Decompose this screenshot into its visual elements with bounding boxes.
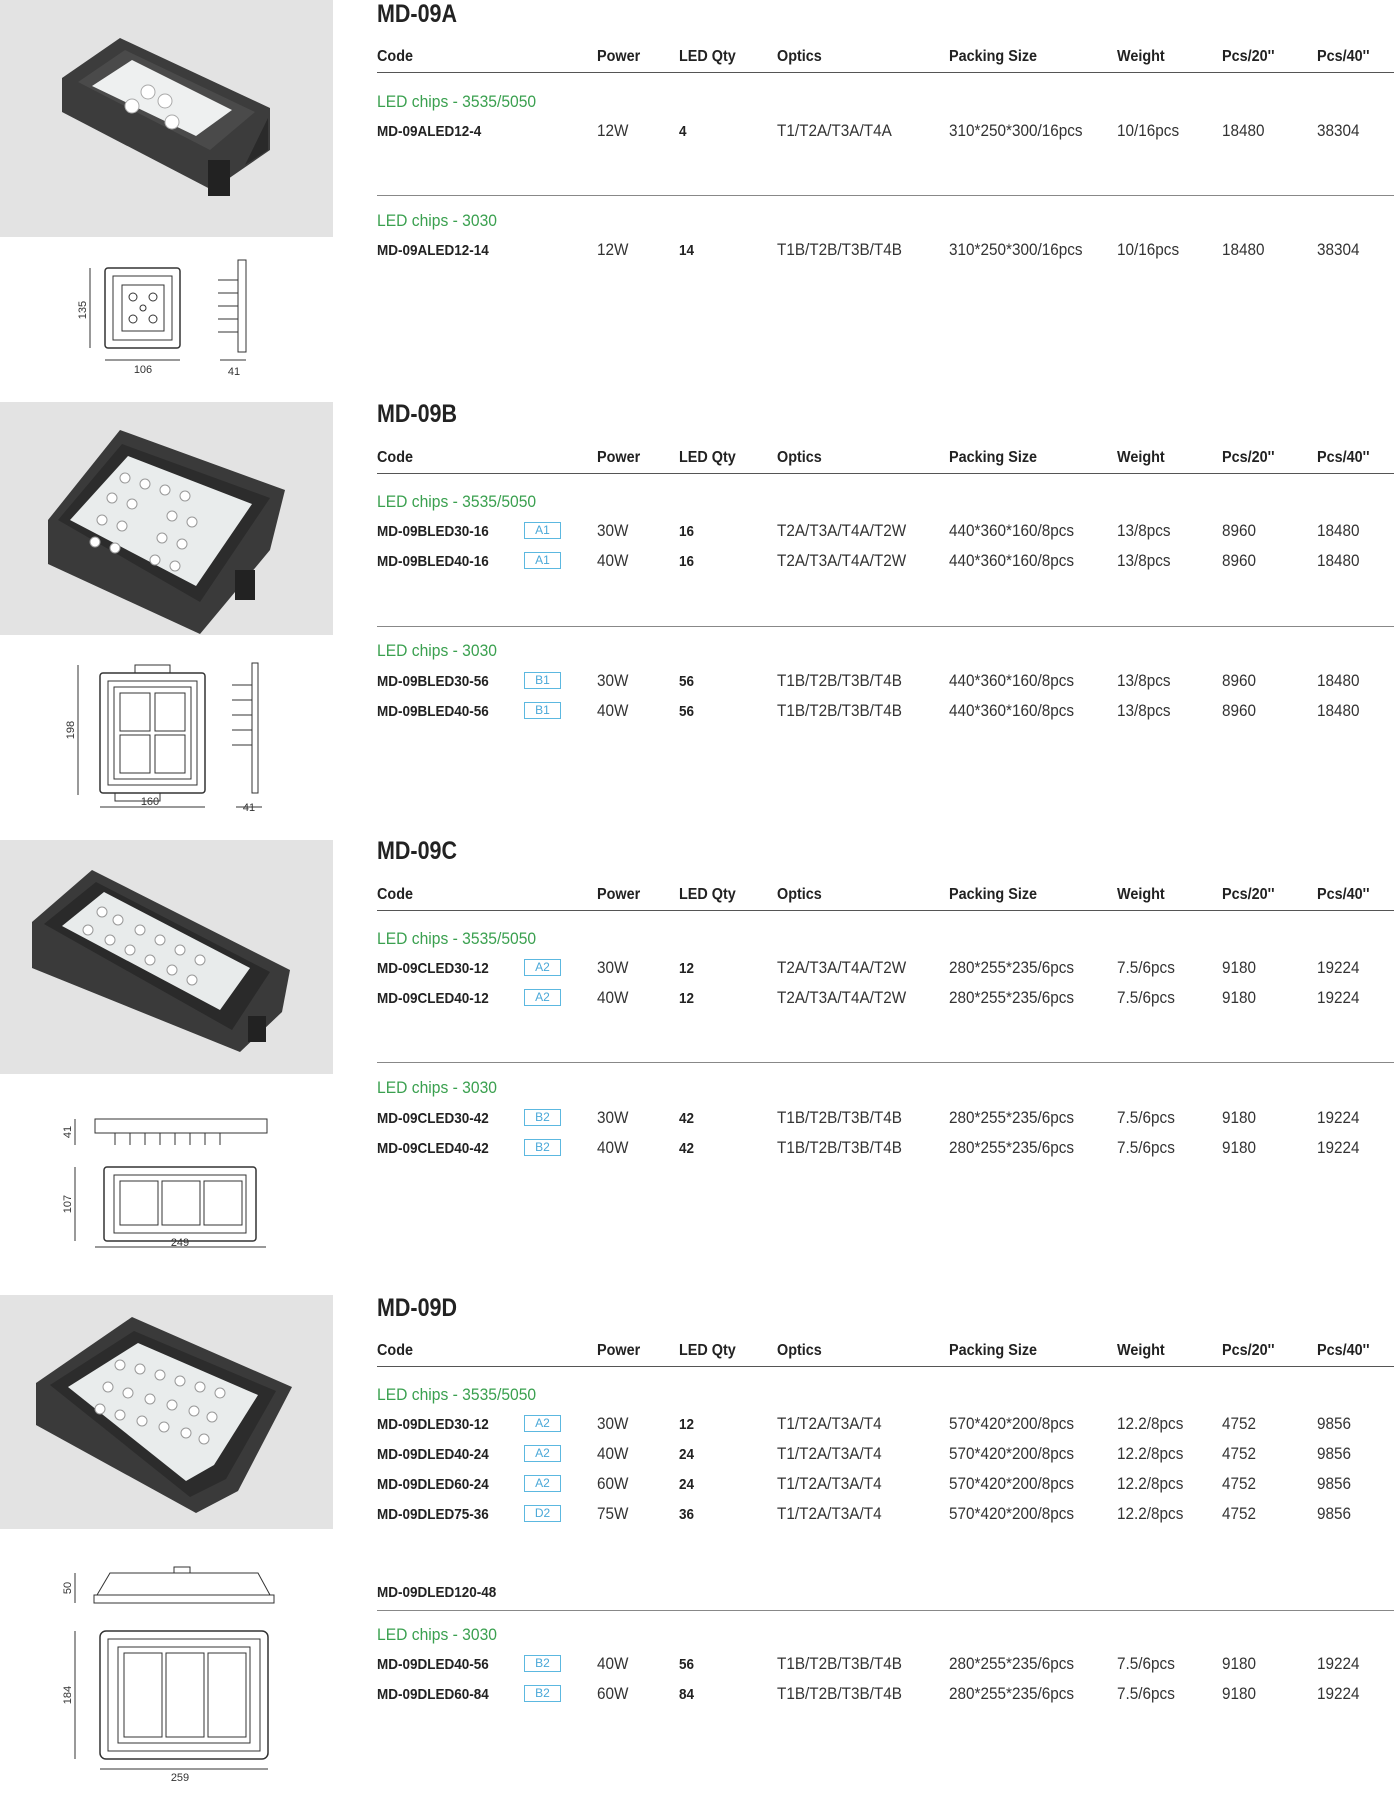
pcs20: 9180: [1222, 1138, 1257, 1157]
packing-size: 280*255*235/6pcs: [949, 1654, 1075, 1673]
col-pcs40: Pcs/40'': [1317, 48, 1370, 65]
col-power: Power: [597, 449, 641, 466]
led-qty: 12: [679, 1416, 695, 1433]
table-header: [377, 886, 1394, 911]
table-row: [377, 121, 1394, 143]
table-row: [377, 1504, 1394, 1526]
weight: 7.5/6pcs: [1117, 1654, 1175, 1673]
divider: [377, 626, 1394, 627]
pcs40: 9856: [1317, 1444, 1352, 1463]
table-row: [377, 671, 1394, 693]
packing-size: 570*420*200/8pcs: [949, 1444, 1075, 1463]
dimension-drawing: [0, 655, 333, 815]
weight: 13/8pcs: [1117, 701, 1171, 720]
divider: [377, 1610, 1394, 1611]
dimension-drawing: [0, 245, 333, 380]
chip-type-label: LED chips - 3535/5050: [377, 92, 537, 111]
col-code: Code: [377, 48, 413, 65]
table-row: [377, 551, 1394, 573]
weight: 7.5/6pcs: [1117, 1684, 1175, 1703]
pcs40: 9856: [1317, 1504, 1352, 1523]
weight: 12.2/8pcs: [1117, 1444, 1184, 1463]
power: 30W: [597, 1108, 629, 1127]
col-packing-size: Packing Size: [949, 48, 1038, 65]
optics: T1/T2A/T3A/T4: [777, 1444, 882, 1463]
weight: 12.2/8pcs: [1117, 1414, 1184, 1433]
table-row: [377, 1138, 1394, 1160]
pcs40: 18480: [1317, 701, 1360, 720]
optics: T1/T2A/T3A/T4: [777, 1414, 882, 1433]
led-qty: 56: [679, 1656, 695, 1673]
pcs40: 38304: [1317, 240, 1360, 259]
code: MD-09ALED12-4: [377, 123, 482, 140]
col-power: Power: [597, 48, 641, 65]
pcs20: 9180: [1222, 1654, 1257, 1673]
optics: T2A/T3A/T4A/T2W: [777, 958, 907, 977]
optics: T1B/T2B/T3B/T4B: [777, 240, 903, 259]
weight: 13/8pcs: [1117, 521, 1171, 540]
code: MD-09ALED12-14: [377, 242, 489, 259]
led-qty: 56: [679, 703, 695, 720]
col-pcs20: Pcs/20'': [1222, 1342, 1275, 1359]
code: MD-09CLED40-42: [377, 1140, 489, 1157]
optic-tag: B1: [524, 672, 561, 689]
code: MD-09CLED30-12: [377, 960, 489, 977]
power: 12W: [597, 121, 629, 140]
col-pcs40: Pcs/40'': [1317, 1342, 1370, 1359]
col-packing-size: Packing Size: [949, 886, 1038, 903]
chip-type-label: LED chips - 3030: [377, 641, 497, 660]
col-code: Code: [377, 449, 413, 466]
col-optics: Optics: [777, 1342, 822, 1359]
table-row: [377, 1474, 1394, 1496]
optics: T1B/T2B/T3B/T4B: [777, 1108, 903, 1127]
led-qty: 16: [679, 553, 695, 570]
code: MD-09DLED75-36: [377, 1506, 489, 1523]
weight: 10/16pcs: [1117, 121, 1180, 140]
floodlight-image: [0, 402, 333, 635]
table-row: [377, 1108, 1394, 1130]
optics: T1B/T2B/T3B/T4B: [777, 701, 903, 720]
packing-size: 440*360*160/8pcs: [949, 701, 1075, 720]
table-row: [377, 1444, 1394, 1466]
col-power: Power: [597, 886, 641, 903]
pcs20: 9180: [1222, 1684, 1257, 1703]
packing-size: 570*420*200/8pcs: [949, 1474, 1075, 1493]
table-row: [377, 958, 1394, 980]
width-label: 259: [170, 1772, 190, 1784]
power: 30W: [597, 521, 629, 540]
led-qty: 42: [679, 1140, 695, 1157]
optic-tag: B2: [524, 1139, 561, 1156]
weight: 12.2/8pcs: [1117, 1504, 1184, 1523]
code: MD-09DLED40-24: [377, 1446, 489, 1463]
pcs20: 9180: [1222, 958, 1257, 977]
optics: T2A/T3A/T4A/T2W: [777, 521, 907, 540]
pcs40: 38304: [1317, 121, 1360, 140]
pcs20: 9180: [1222, 988, 1257, 1007]
pcs40: 19224: [1317, 1138, 1360, 1157]
power: 30W: [597, 1414, 629, 1433]
weight: 12.2/8pcs: [1117, 1474, 1184, 1493]
col-led-qty: LED Qty: [679, 886, 736, 903]
pcs40: 19224: [1317, 1108, 1360, 1127]
code: MD-09BLED30-16: [377, 523, 489, 540]
floodlight-image: [0, 840, 333, 1074]
col-led-qty: LED Qty: [679, 48, 736, 65]
table-header: [377, 449, 1394, 474]
chip-type-label: LED chips - 3535/5050: [377, 1385, 537, 1404]
col-power: Power: [597, 1342, 641, 1359]
code: MD-09DLED60-24: [377, 1476, 489, 1493]
packing-size: 310*250*300/16pcs: [949, 121, 1083, 140]
col-pcs20: Pcs/20'': [1222, 886, 1275, 903]
optics: T2A/T3A/T4A/T2W: [777, 551, 907, 570]
power: 30W: [597, 671, 629, 690]
packing-size: 440*360*160/8pcs: [949, 551, 1075, 570]
optic-tag: A1: [524, 522, 561, 539]
pcs20: 8960: [1222, 701, 1257, 720]
led-qty: 16: [679, 523, 695, 540]
model-title: MD-09B: [377, 400, 458, 428]
led-qty: 24: [679, 1446, 695, 1463]
packing-size: 280*255*235/6pcs: [949, 958, 1075, 977]
table-header: [377, 48, 1394, 73]
optics: T2A/T3A/T4A/T2W: [777, 988, 907, 1007]
extra-code: MD-09DLED120-48: [377, 1584, 497, 1601]
power: 12W: [597, 240, 629, 259]
pcs40: 18480: [1317, 671, 1360, 690]
code: MD-09BLED40-56: [377, 703, 489, 720]
col-weight: Weight: [1117, 48, 1165, 65]
code: MD-09CLED30-42: [377, 1110, 489, 1127]
packing-size: 280*255*235/6pcs: [949, 988, 1075, 1007]
height-label: 107: [62, 1194, 74, 1214]
optics: T1/T2A/T3A/T4: [777, 1474, 882, 1493]
optic-tag: B2: [524, 1109, 561, 1126]
height-label: 184: [62, 1685, 74, 1705]
power: 75W: [597, 1504, 629, 1523]
table-header: [377, 1342, 1394, 1367]
power: 60W: [597, 1684, 629, 1703]
table-row: [377, 1684, 1394, 1706]
pcs40: 19224: [1317, 988, 1360, 1007]
code: MD-09DLED40-56: [377, 1656, 489, 1673]
power: 40W: [597, 988, 629, 1007]
col-pcs40: Pcs/40'': [1317, 449, 1370, 466]
optic-tag: A2: [524, 1415, 561, 1432]
weight: 7.5/6pcs: [1117, 1138, 1175, 1157]
col-pcs20: Pcs/20'': [1222, 48, 1275, 65]
power: 40W: [597, 701, 629, 720]
divider: [377, 195, 1394, 196]
model-title: MD-09C: [377, 837, 458, 865]
weight: 7.5/6pcs: [1117, 958, 1175, 977]
optic-tag: B2: [524, 1685, 561, 1702]
chip-type-label: LED chips - 3535/5050: [377, 929, 537, 948]
col-weight: Weight: [1117, 886, 1165, 903]
optics: T1/T2A/T3A/T4: [777, 1504, 882, 1523]
pcs20: 4752: [1222, 1414, 1257, 1433]
led-qty: 12: [679, 990, 695, 1007]
col-packing-size: Packing Size: [949, 449, 1038, 466]
packing-size: 310*250*300/16pcs: [949, 240, 1083, 259]
divider: [377, 1062, 1394, 1063]
table-row: [377, 1654, 1394, 1676]
weight: 10/16pcs: [1117, 240, 1180, 259]
packing-size: 280*255*235/6pcs: [949, 1684, 1075, 1703]
led-qty: 14: [679, 242, 695, 259]
pcs20: 9180: [1222, 1108, 1257, 1127]
weight: 7.5/6pcs: [1117, 988, 1175, 1007]
col-optics: Optics: [777, 449, 822, 466]
pcs20: 18480: [1222, 121, 1265, 140]
pcs40: 18480: [1317, 521, 1360, 540]
depth-label: 41: [227, 366, 241, 378]
pcs40: 19224: [1317, 958, 1360, 977]
table-row: [377, 701, 1394, 723]
weight: 13/8pcs: [1117, 671, 1171, 690]
optic-tag: A2: [524, 989, 561, 1006]
col-packing-size: Packing Size: [949, 1342, 1038, 1359]
code: MD-09BLED40-16: [377, 553, 489, 570]
pcs20: 4752: [1222, 1504, 1257, 1523]
col-optics: Optics: [777, 48, 822, 65]
depth-label: 41: [242, 802, 256, 814]
product-photo: [0, 0, 333, 237]
col-weight: Weight: [1117, 449, 1165, 466]
col-weight: Weight: [1117, 1342, 1165, 1359]
pcs40: 19224: [1317, 1684, 1360, 1703]
led-qty: 36: [679, 1506, 695, 1523]
width-label: 106: [133, 364, 153, 376]
power: 30W: [597, 958, 629, 977]
optic-tag: A2: [524, 1475, 561, 1492]
packing-size: 570*420*200/8pcs: [949, 1504, 1075, 1523]
table-row: [377, 240, 1394, 262]
pcs40: 9856: [1317, 1474, 1352, 1493]
packing-size: 570*420*200/8pcs: [949, 1414, 1075, 1433]
packing-size: 280*255*235/6pcs: [949, 1108, 1075, 1127]
power: 40W: [597, 1138, 629, 1157]
product-photo: [0, 402, 333, 635]
floodlight-image: [0, 1295, 333, 1529]
depth-label: 41: [62, 1125, 74, 1139]
weight: 13/8pcs: [1117, 551, 1171, 570]
model-title: MD-09A: [377, 0, 458, 28]
led-qty: 12: [679, 960, 695, 977]
pcs20: 4752: [1222, 1474, 1257, 1493]
chip-type-label: LED chips - 3030: [377, 1078, 497, 1097]
pcs20: 8960: [1222, 551, 1257, 570]
product-photo: [0, 840, 333, 1074]
led-qty: 42: [679, 1110, 695, 1127]
col-pcs40: Pcs/40'': [1317, 886, 1370, 903]
optics: T1B/T2B/T3B/T4B: [777, 1654, 903, 1673]
optics: T1B/T2B/T3B/T4B: [777, 1138, 903, 1157]
product-photo: [0, 1295, 333, 1529]
optics: T1/T2A/T3A/T4A: [777, 121, 892, 140]
pcs20: 8960: [1222, 671, 1257, 690]
packing-size: 440*360*160/8pcs: [949, 671, 1075, 690]
model-title: MD-09D: [377, 1294, 458, 1322]
code: MD-09CLED40-12: [377, 990, 489, 1007]
width-label: 249: [170, 1237, 190, 1249]
table-row: [377, 521, 1394, 543]
chip-type-label: LED chips - 3535/5050: [377, 492, 537, 511]
weight: 7.5/6pcs: [1117, 1108, 1175, 1127]
code: MD-09DLED60-84: [377, 1686, 489, 1703]
pcs40: 19224: [1317, 1654, 1360, 1673]
power: 40W: [597, 551, 629, 570]
led-qty: 84: [679, 1686, 695, 1703]
col-code: Code: [377, 886, 413, 903]
col-led-qty: LED Qty: [679, 449, 736, 466]
code: MD-09BLED30-56: [377, 673, 489, 690]
power: 40W: [597, 1444, 629, 1463]
chip-type-label: LED chips - 3030: [377, 211, 497, 230]
dimension-drawing: [0, 1105, 333, 1255]
power: 60W: [597, 1474, 629, 1493]
table-row: [377, 1414, 1394, 1436]
col-led-qty: LED Qty: [679, 1342, 736, 1359]
pcs20: 8960: [1222, 521, 1257, 540]
floodlight-image: [0, 0, 333, 237]
led-qty: 24: [679, 1476, 695, 1493]
table-row: [377, 988, 1394, 1010]
optic-tag: A2: [524, 1445, 561, 1462]
depth-label: 50: [62, 1581, 74, 1595]
optic-tag: B2: [524, 1655, 561, 1672]
pcs40: 9856: [1317, 1414, 1352, 1433]
optic-tag: B1: [524, 702, 561, 719]
pcs40: 18480: [1317, 551, 1360, 570]
col-optics: Optics: [777, 886, 822, 903]
width-label: 160: [140, 796, 160, 808]
dimension-drawing: [0, 1535, 333, 1795]
code: MD-09DLED30-12: [377, 1416, 489, 1433]
chip-type-label: LED chips - 3030: [377, 1625, 497, 1644]
pcs20: 18480: [1222, 240, 1265, 259]
optics: T1B/T2B/T3B/T4B: [777, 1684, 903, 1703]
led-qty: 56: [679, 673, 695, 690]
col-code: Code: [377, 1342, 413, 1359]
optic-tag: A2: [524, 959, 561, 976]
col-pcs20: Pcs/20'': [1222, 449, 1275, 466]
height-label: 198: [65, 720, 77, 740]
optic-tag: D2: [524, 1505, 561, 1522]
pcs20: 4752: [1222, 1444, 1257, 1463]
optic-tag: A1: [524, 552, 561, 569]
power: 40W: [597, 1654, 629, 1673]
packing-size: 440*360*160/8pcs: [949, 521, 1075, 540]
packing-size: 280*255*235/6pcs: [949, 1138, 1075, 1157]
optics: T1B/T2B/T3B/T4B: [777, 671, 903, 690]
height-label: 135: [77, 300, 89, 320]
led-qty: 4: [679, 123, 687, 140]
